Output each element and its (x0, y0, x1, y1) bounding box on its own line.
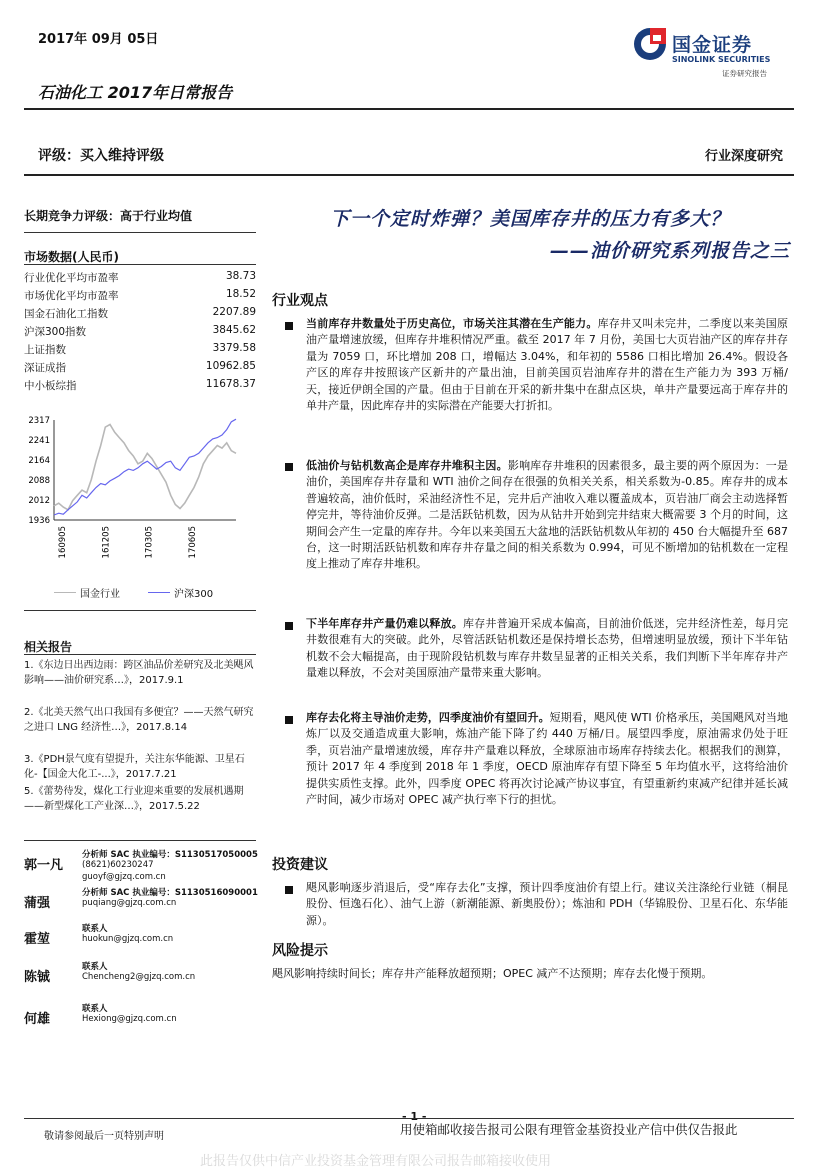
main-title: 下一个定时炸弹？美国库存井的压力有多大？ (329, 208, 730, 230)
rating-divider (24, 174, 794, 176)
section-heading-risk: 风险提示 (272, 943, 328, 959)
analyst-name: 郭一凡 (24, 858, 64, 873)
analyst-card (24, 1002, 264, 1046)
chart-x-tick-label: 170605 (188, 526, 198, 559)
contact-label: 联系人 (82, 962, 108, 972)
market-value: 2207.89 (212, 306, 256, 318)
market-divider (24, 264, 256, 265)
market-label: 深证成指 (24, 362, 66, 374)
related-report-link[interactable]: 1.《东边日出西边雨：跨区油品价差研究及北美飓风影响——油价研究系…》，2017.9.1 (24, 660, 254, 686)
header-divider (24, 108, 794, 110)
sinolink-logo-icon (632, 26, 668, 62)
chart-x-tick-label: 161205 (101, 526, 112, 559)
market-value: 10962.85 (205, 360, 256, 372)
section-heading-view: 行业观点 (272, 293, 328, 309)
contact-label: 联系人 (82, 924, 108, 934)
point-body: 库存井又叫未完井，二季度以来美国原油产量增速放缓，但库存井堆积情况严重。截至 2017 年 7 月份，美国七大页岩油产区的库存井存量为 7059 口，环比增加 208 口，增幅达 3.04%，和年初的 5586 口相比增加 26.4%。假设各产区的库存井按照该产区新井的产量出油，目前美国页岩油库存井的潜在生产能力为 393 万桶/天，接近伊朗全国的产量。但由于目前在开采的新井集中在甜点区块，单井产量要远高于库存井的单井产量，因此库存井的实际潜在产能要大打折扣。 (306, 317, 789, 413)
point-lead: 当前库存井数量处于历史高位，市场关注其潜在生产能力。 (306, 317, 598, 330)
analyst-email[interactable]: puqiang@gjzq.com.cn (82, 898, 177, 908)
analyst-sac: 分析师 SAC 执业编号：S1130517050005 (82, 850, 258, 860)
main-subtitle: ——油价研究系列报告之三 (549, 240, 790, 262)
chart-divider (24, 610, 256, 611)
market-value: 3379.58 (212, 342, 256, 354)
market-label: 中小板综指 (24, 380, 77, 392)
market-row (24, 270, 256, 285)
report-date: 2017年 09月 05日 (38, 32, 159, 47)
bullet-icon (285, 463, 293, 471)
logo-subtitle: SINOLINK SECURITIES (672, 55, 771, 64)
analyst-card (24, 960, 264, 1004)
point-lead: 下半年库存井产量仍难以释放。 (306, 617, 463, 630)
market-row (24, 378, 256, 393)
chart-y-tick-label: 1936 (28, 516, 50, 526)
analyst-email[interactable]: huokun@gjzq.com.cn (82, 934, 174, 944)
bullet-icon (285, 886, 293, 894)
logo-name: 国金证券 (672, 34, 753, 56)
logo-tag: 证券研究报告 (722, 69, 767, 78)
point-paragraph (306, 616, 788, 682)
analyst-email[interactable]: guoyf@gjzq.com.cn (82, 872, 166, 882)
bullet-icon (285, 716, 293, 724)
market-label: 上证指数 (24, 344, 66, 356)
market-value: 3845.62 (212, 324, 256, 336)
market-value: 18.52 (225, 288, 256, 300)
related-report-link[interactable]: 5.《蕾势待发，煤化工行业迎来重要的发展机遇期——新型煤化工产业深…》，2017.5.22 (24, 786, 244, 812)
sidebar-divider (24, 232, 256, 233)
bullet-icon (285, 622, 293, 630)
point-lead: 低油价与钻机数高企是库存井堆积主因。 (306, 459, 508, 472)
footer-reversed-note: 用使箱邮收接告报司公限有理管金基资投业产信中供仅告报此 (400, 1122, 738, 1137)
section-heading-advice: 投资建议 (272, 857, 328, 873)
chart-y-tick-label: 2241 (28, 436, 50, 446)
analyst-phone: (8621)60230247 (82, 860, 154, 870)
chart-y-tick-label: 2012 (28, 496, 50, 506)
legend-swatch-hs300 (148, 592, 170, 593)
analyst-name: 陈铖 (24, 970, 51, 985)
market-row (24, 342, 256, 357)
market-data-title: 市场数据(人民币) (24, 250, 119, 264)
market-label: 市场优化平均市盈率 (24, 290, 119, 302)
bullet-icon (285, 322, 293, 330)
analyst-name: 霍堃 (24, 932, 51, 947)
disclaimer-link[interactable]: 敬请参阅最后一页特别声明 (44, 1131, 164, 1142)
market-row (24, 306, 256, 321)
related-report-link[interactable]: 2.《北美天然气出口我国有多便宜？——天然气研究之进口 LNG 经济性…》，2017.8.14 (24, 707, 254, 733)
market-row (24, 288, 256, 303)
market-label: 沪深300指数 (24, 326, 87, 338)
market-row (24, 360, 256, 375)
chart-x-tick-label: 160905 (58, 526, 68, 559)
analyst-name: 何雄 (24, 1012, 51, 1027)
chart-x-tick-label: 170305 (144, 526, 155, 559)
watermark: 此报告仅供中信产业投资基金管理有限公司报告邮箱接收使用 (200, 1154, 552, 1169)
point-lead: 库存去化将主导油价走势，四季度油价有望回升。 (306, 711, 550, 724)
market-row (24, 324, 256, 339)
analyst-email[interactable]: Hexiong@gjzq.com.cn (82, 1014, 177, 1024)
point-paragraph (306, 316, 788, 414)
related-report-link[interactable]: 3.《PDH景气度有望提升，关注东华能源、卫星石化-【国金大化工-...》，2017.7.21 (24, 754, 245, 780)
chart-y-tick-label: 2317 (28, 416, 50, 426)
series-line-hs300 (54, 419, 236, 515)
analyst-divider (24, 840, 256, 841)
index-chart (24, 410, 256, 580)
analyst-email[interactable]: Chencheng2@gjzq.com.cn (82, 972, 196, 982)
related-reports-title: 相关报告 (24, 640, 73, 654)
point-paragraph (306, 710, 788, 808)
point-body: 影响库存井堆积的因素很多，最主要的两个原因为：一是油价，美国库存井存量和 WTI 油价之间存在很强的负相关关系，相关系数为-0.85。库存井的成本普遍较高，油价低时，采油经济性不足，完井后产油收入难以覆盖成本，页岩油厂商会主动选择暂停完井，等待油价反弹。二是活跃钻机数，因为从钻井开始到完井结束大概需要 3 个月的时间，这期间会产生一定量的库存井。今年以来美国五大盆地的活跃钻机数从年初的 450 台大幅提升至 687 台，这一时期活跃钻机数和库存井存量之间的相关系数为 0.994，可见不断增加的钻机数在一定程度上推动了库存井堆积。 (306, 459, 789, 571)
report-type: 行业深度研究 (704, 149, 783, 164)
legend-label-industry: 国金行业 (80, 589, 120, 600)
market-label: 国金石油化工指数 (24, 308, 108, 320)
footer-divider (24, 1118, 794, 1119)
market-value: 38.73 (225, 270, 256, 282)
legend-swatch-industry (54, 592, 76, 593)
long-term-rating: 长期竞争力评级：高于行业均值 (24, 209, 193, 223)
report-series: 石油化工 2017年日常报告 (38, 83, 233, 102)
chart-y-tick-label: 2164 (28, 456, 50, 466)
analyst-sac: 分析师 SAC 执业编号：S1130516090001 (82, 888, 258, 898)
point-body: 库存井普遍开采成本偏高，目前油价低迷，完井经济性差，每月完井数很难有大的突破。此外，尽管活跃钻机数还是保持增长态势，但增速明显放缓，预计下半年钻机数不会大幅提高，由于现阶段钻机数与库存井数呈显著的正相关关系，我们判断下半年库存井产量难以释放，不会对美国原油产量带来重大影响。 (306, 617, 788, 680)
point-body: 短期看，飓风使 WTI 价格承压，美国飓风对当地炼厂以及交通造成重大影响，炼油产能下降了约 440 万桶/日。展望四季度，原油需求仍处于旺季，页岩油产量增速放缓，库存井产量难以释放，全球原油市场库存持续去化。根据我们的测算，预计 2017 年 4 季度到 2018 年 1 季度，OECD 原油库存有望下降至 5 年均值水平，这将给油价提供实质性支撑。此外，四季度 OPEC 将再次讨论减产协议事宜，有望重新约束减产纪律并延长减产时间，减少市场对 OPEC 减产执行率下行的担忧。 (306, 711, 788, 807)
market-value: 11678.37 (205, 378, 256, 390)
point-paragraph (306, 458, 788, 573)
risk-paragraph: 飓风影响持续时间长；库存井产能释放超预期；OPEC 减产不达预期；库存去化慢于预期。 (272, 967, 713, 980)
advice-paragraph: 飓风影响逐步消退后，受“库存去化”支撑，预计四季度油价有望上行。建议关注涤纶行业链（桐昆股份、恒逸石化）、油气上游（新潮能源、新奥股份）；炼油和 PDH（华锦股份、卫星石化、东华能源）。 (306, 881, 788, 927)
chart-y-tick-label: 2088 (28, 476, 50, 486)
rating: 评级：买入维持评级 (38, 148, 164, 164)
analyst-name: 蒲强 (24, 896, 51, 911)
related-divider (24, 654, 256, 655)
market-label: 行业优化平均市盈率 (24, 272, 119, 284)
contact-label: 联系人 (82, 1004, 108, 1014)
legend-label-hs300: 沪深300 (174, 589, 214, 600)
page-number: - 1 - (402, 1110, 427, 1123)
